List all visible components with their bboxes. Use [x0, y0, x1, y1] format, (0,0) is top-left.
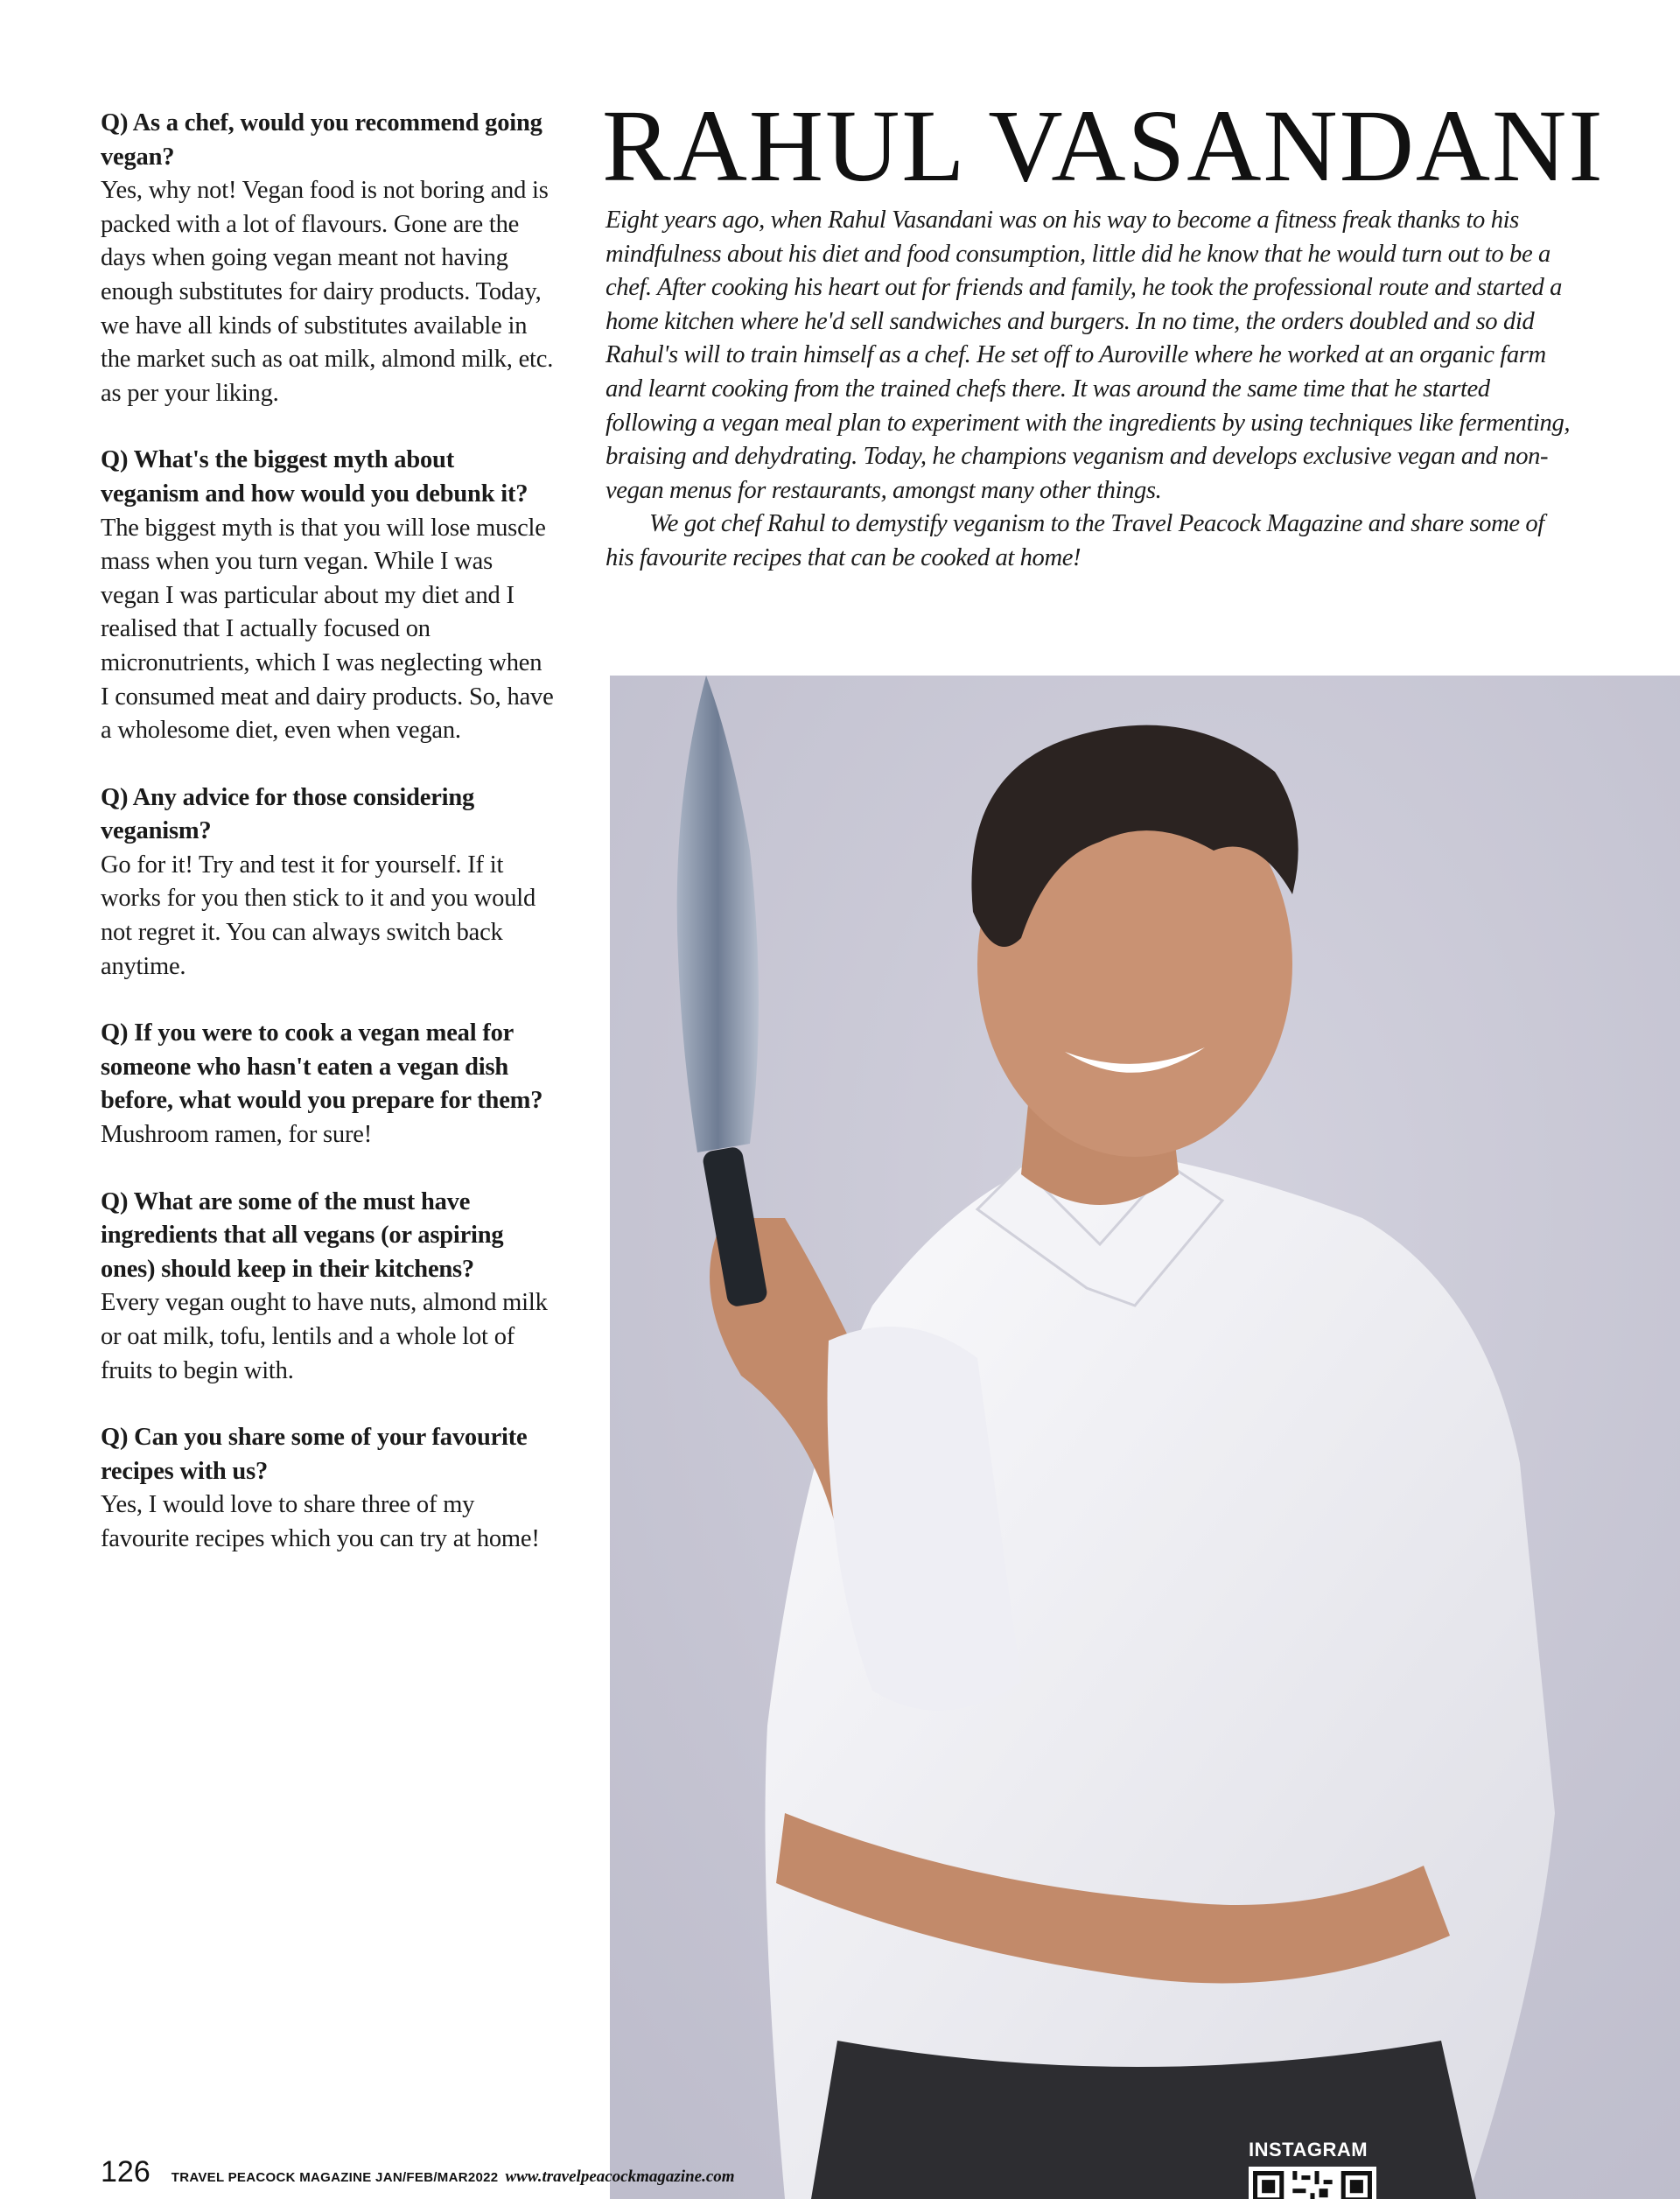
- qa-item: [101, 1186, 556, 1389]
- qa-item: [101, 781, 556, 984]
- qr-code-icon[interactable]: [1249, 2167, 1376, 2199]
- chef-photo: [610, 676, 1680, 2199]
- qa-item: [101, 1017, 556, 1152]
- website-link[interactable]: www.travelpeacockmagazine.com: [505, 2167, 735, 2186]
- chef-illustration: [610, 676, 1680, 2199]
- page-number: 126: [101, 2155, 150, 2188]
- qa-question: Q) What's the biggest myth about veganism and how would you debunk it?: [101, 446, 528, 508]
- qr-code-graphic: [1249, 2167, 1376, 2199]
- qa-question: Q) If you were to cook a vegan meal for someone who hasn't eaten a vegan dish before, what would you prepare for them?: [101, 1019, 543, 1115]
- qa-question: Q) As a chef, would you recommend going vegan?: [101, 109, 542, 171]
- instagram-box: [1249, 2139, 1380, 2199]
- magazine-issue: TRAVEL PEACOCK MAGAZINE JAN/FEB/MAR2022: [171, 2170, 499, 2185]
- qa-answer: Mushroom ramen, for sure!: [101, 1121, 373, 1149]
- article-title: RAHUL VASANDANI: [602, 88, 1605, 203]
- qa-item: [101, 1421, 556, 1556]
- qa-answer: Go for it! Try and test it for yourself. If it works for you then stick to it and you would not regret it. You can always switch back anytime.: [101, 851, 536, 980]
- qa-question: Q) Can you share some of your favourite recipes with us?: [101, 1424, 528, 1485]
- instagram-label: INSTAGRAM: [1249, 2139, 1368, 2160]
- qa-item: [101, 444, 556, 747]
- qa-answer: Every vegan ought to have nuts, almond milk or oat milk, tofu, lentils and a whole lot of fruits to begin with.: [101, 1289, 548, 1384]
- qa-answer: Yes, I would love to share three of my favourite recipes which you can try at home!: [101, 1491, 540, 1552]
- qa-question: Q) Any advice for those considering veganism?: [101, 783, 475, 845]
- qa-question: Q) What are some of the must have ingredients that all vegans (or aspiring ones) should keep in their kitchens?: [101, 1187, 504, 1283]
- qa-answer: Yes, why not! Vegan food is not boring and is packed with a lot of flavours. Gone are the days when going vegan meant not having enough substitutes for dairy products. Today, we have all kinds of substitutes available in the market such as oat milk, almond milk, etc. as per your liking.: [101, 177, 554, 407]
- intro-paragraph: We got chef Rahul to demystify veganism to the Travel Peacock Magazine and share some of his favourite recipes that can be cooked at home!: [606, 510, 1544, 571]
- intro-paragraph: Eight years ago, when Rahul Vasandani was on his way to become a fitness freak thanks to his mindfulness about his diet and food consumption, little did he know that he would turn out to be a chef. After cooking his heart out for friends and family, he took the professional route and started a home kitchen where he'd sell sandwiches and burgers. In no time, the orders doubled and so did Rahul's will to train himself as a chef. He set off to Auroville where he worked at an organic farm and learnt cooking from the trained chefs there. It was around the same time that he started following a vegan meal plan to experiment with the ingredients by using techniques like fermenting, braising and dehydrating. Today, he champions veganism and develops exclusive vegan and non-vegan menus for restaurants, amongst many other things.: [606, 207, 1571, 504]
- qa-item: [101, 107, 556, 410]
- page-footer: [101, 2155, 888, 2190]
- qa-answer: The biggest myth is that you will lose muscle mass when you turn vegan. While I was vegan I was particular about my diet and I realised that I actually focused on micronutrients, which I was neglecting when I consumed meat and dairy products. So, have a wholesome diet, even when vegan.: [101, 514, 554, 745]
- qa-column: [101, 107, 556, 1590]
- article-intro: [606, 204, 1577, 576]
